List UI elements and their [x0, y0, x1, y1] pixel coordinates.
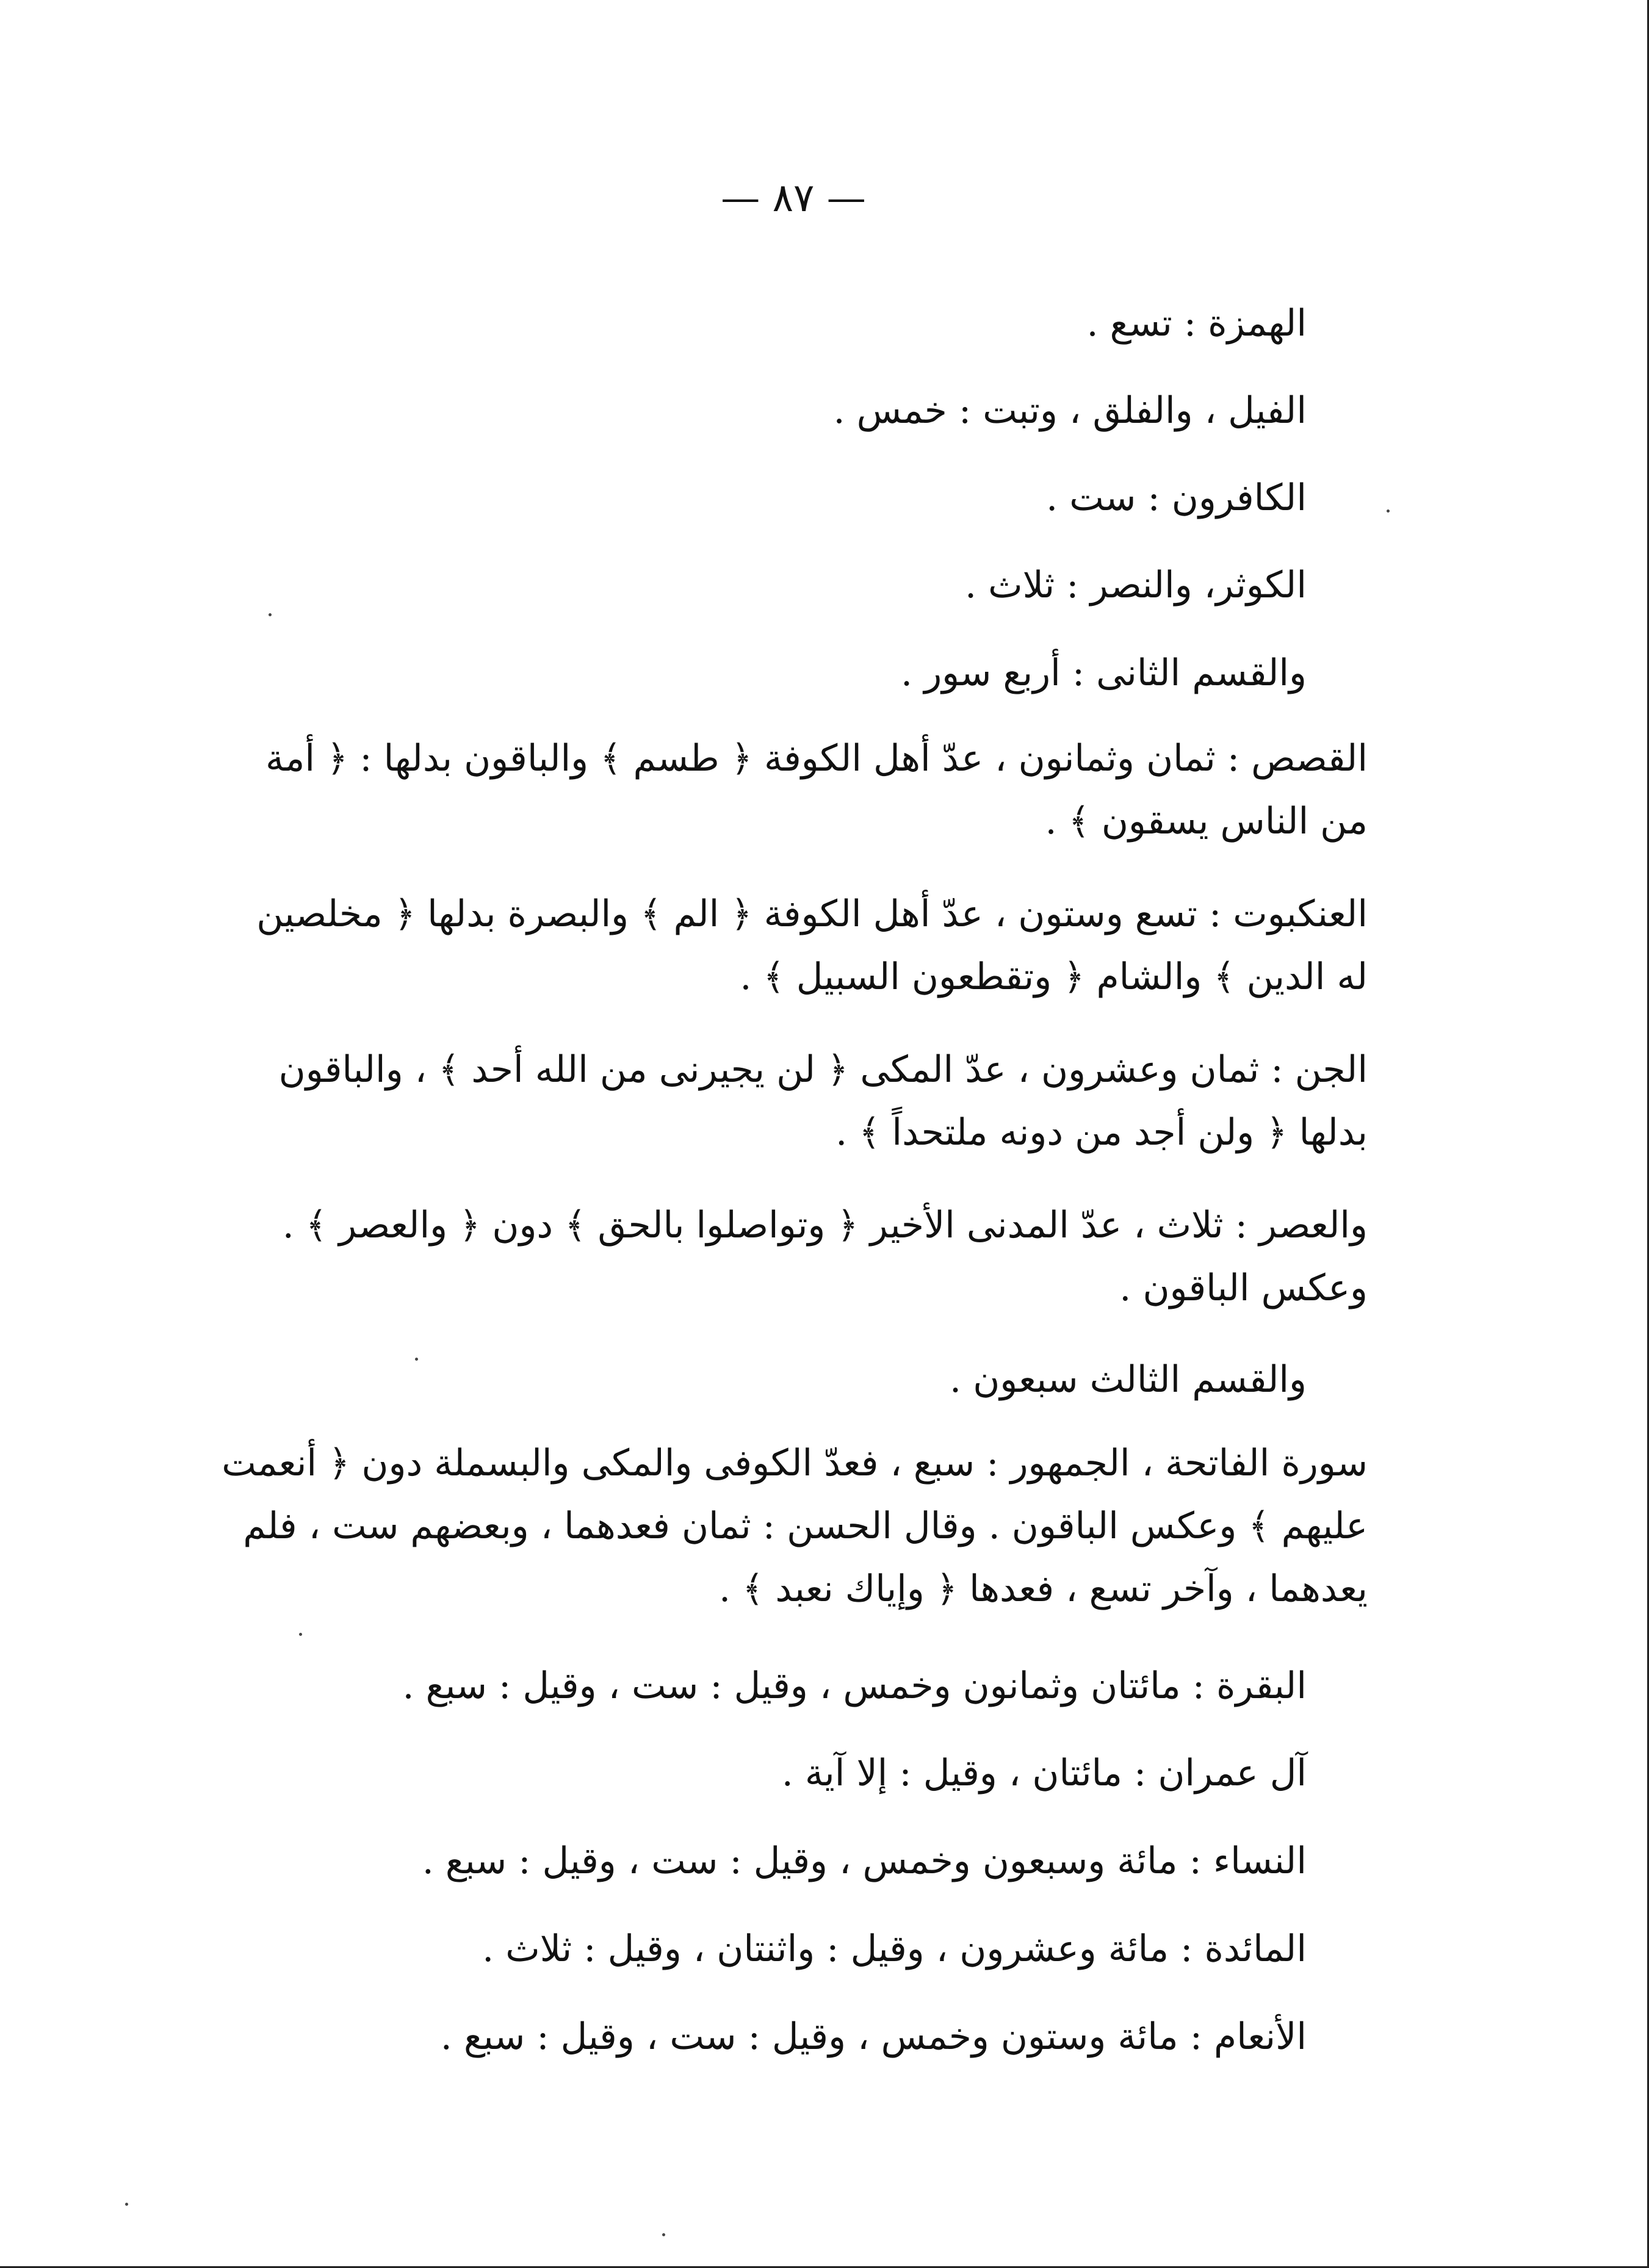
text-line: والقسم الثالث سبعون .: [950, 1358, 1307, 1401]
scan-speck: [1387, 509, 1390, 513]
text-line: الفيل ، والفلق ، وتبت : خمس .: [833, 389, 1307, 432]
text-line: وعكس الباقون .: [1119, 1267, 1368, 1309]
text-line: الجن : ثمان وعشرون ، عدّ المكى ﴿ لن يجيرنى من الله أحد ﴾ ، والباقون: [278, 1048, 1368, 1091]
text-line: الكافرون : ست .: [1046, 477, 1307, 519]
text-line: النساء : مائة وسبعون وخمس ، وقيل : ست ، وقيل : سبع .: [422, 1840, 1307, 1882]
scan-speck: [269, 613, 272, 616]
text-line: بدلها ﴿ ولن أجد من دونه ملتحداً ﴾ .: [835, 1111, 1368, 1154]
text-line: المائدة : مائة وعشرون ، وقيل : واثنتان ، وقيل : ثلاث .: [482, 1928, 1307, 1970]
text-line: عليهم ﴾ وعكس الباقون . وقال الحسن : ثمان فعدهما ، وبعضهم ست ، فلم: [243, 1505, 1368, 1547]
text-line: والقسم الثانى : أربع سور .: [901, 652, 1307, 694]
scan-speck: [662, 2233, 665, 2236]
text-line: العنكبوت : تسع وستون ، عدّ أهل الكوفة ﴿ الم ﴾ والبصرة بدلها ﴿ مخلصين: [256, 893, 1368, 935]
text-line: الهمزة : تسع .: [1086, 302, 1307, 345]
text-line: والعصر : ثلاث ، عدّ المدنى الأخير ﴿ وتواصلوا بالحق ﴾ دون ﴿ والعصر ﴾ .: [282, 1204, 1368, 1247]
scan-speck: [415, 1358, 418, 1361]
text-line: من الناس يسقون ﴾ .: [1045, 800, 1368, 843]
text-line: الكوثر، والنصر : ثلاث .: [965, 564, 1307, 607]
text-line: البقرة : مائتان وثمانون وخمس ، وقيل : ست ، وقيل : سبع .: [402, 1665, 1307, 1707]
scan-speck: [299, 1633, 302, 1636]
text-line: سورة الفاتحة ، الجمهور : سبع ، فعدّ الكوفى والمكى والبسملة دون ﴿ أنعمت: [222, 1442, 1368, 1485]
text-line: له الدين ﴾ والشام ﴿ وتقطعون السبيل ﴾ .: [740, 956, 1368, 998]
text-line: يعدهما ، وآخر تسع ، فعدها ﴿ وإياك نعبد ﴾ .: [719, 1568, 1368, 1610]
text-line: القصص : ثمان وثمانون ، عدّ أهل الكوفة ﴿ طسم ﴾ والباقون بدلها : ﴿ أمة: [265, 737, 1368, 780]
text-line: الأنعام : مائة وستون وخمس ، وقيل : ست ، وقيل : سبع .: [440, 2015, 1307, 2058]
text-line: آل عمران : مائتان ، وقيل : إلا آية .: [781, 1752, 1307, 1795]
page-number: — ٨٧ —: [721, 176, 866, 221]
scan-speck: [125, 2203, 128, 2206]
